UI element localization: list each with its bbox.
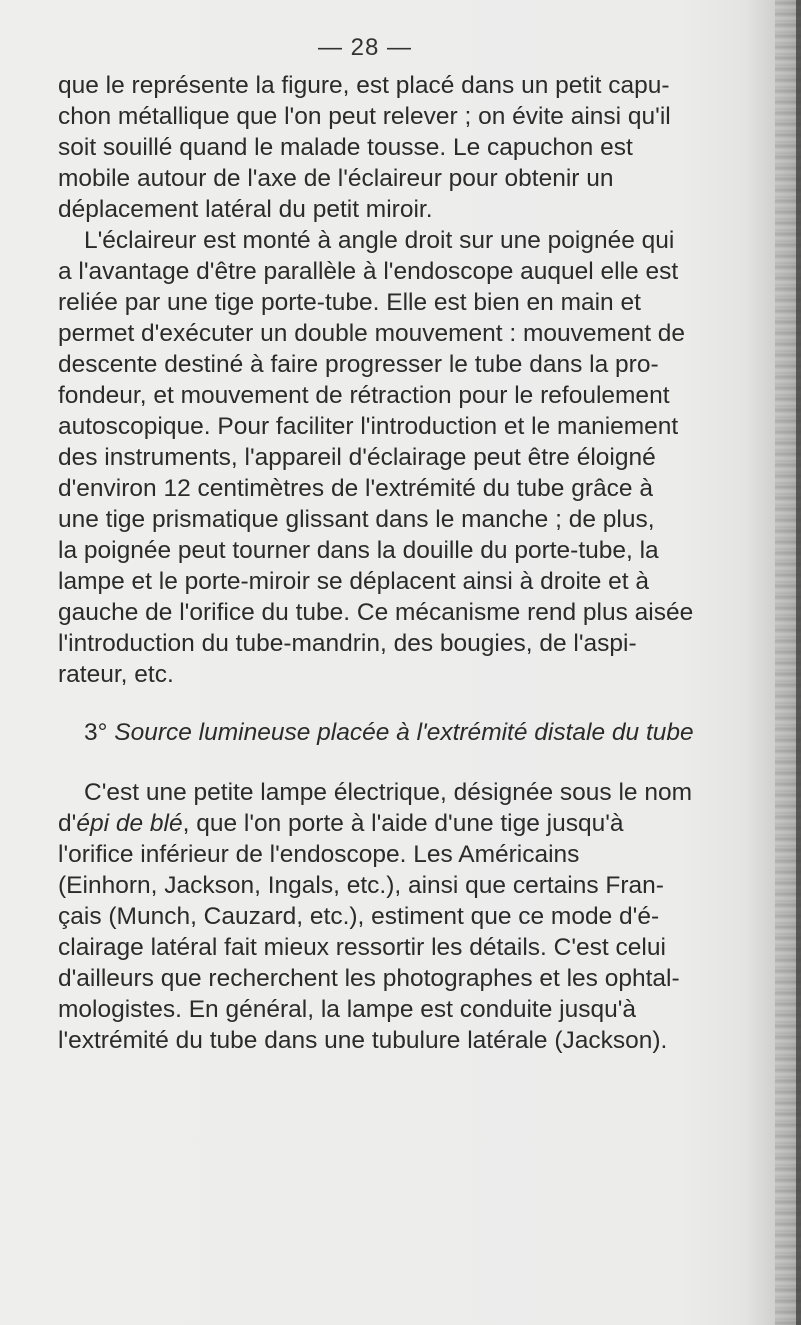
text-line: L'éclaireur est monté à angle droit sur une poignée qui (84, 227, 675, 254)
page-edge (796, 0, 801, 1325)
text-line: (Einhorn, Jackson, Ingals, etc.), ainsi que certains Fran- (58, 872, 664, 899)
text-line: soit souillé quand le malade tousse. Le capuchon est (58, 134, 633, 161)
section-heading (84, 718, 694, 748)
text-line: lampe et le porte-miroir se déplacent ainsi à droite et à (58, 568, 650, 595)
italic-term: épi de blé (76, 810, 183, 837)
text-line: autoscopique. Pour faciliter l'introduction et le maniement (58, 413, 679, 440)
text-line: çais (Munch, Cauzard, etc.), estiment que ce mode d'é- (58, 903, 660, 930)
text-line: reliée par une tige porte-tube. Elle est bien en main et (58, 289, 641, 316)
text-line: clairage latéral fait mieux ressortir les détails. C'est celui (58, 934, 666, 961)
text-line: C'est une petite lampe électrique, désignée sous le nom (84, 779, 693, 806)
text-line: l'extrémité du tube dans une tubulure latérale (Jackson). (58, 1027, 668, 1054)
text-line: une tige prismatique glissant dans le manche ; de plus, (58, 506, 655, 533)
section-title: Source lumineuse placée à l'extrémité distale du tube (114, 719, 694, 746)
text-line: d'ailleurs que recherchent les photographes et les ophtal- (58, 965, 680, 992)
text-line: d'épi de blé, que l'on porte à l'aide d'une tige jusqu'à (58, 810, 624, 837)
text-line: a l'avantage d'être parallèle à l'endoscope auquel elle est (58, 258, 679, 285)
text-line: des instruments, l'appareil d'éclairage peut être éloigné (58, 444, 656, 471)
text-line: d'environ 12 centimètres de l'extrémité du tube grâce à (58, 475, 653, 502)
text-line: descente destiné à faire progresser le tube dans la pro- (58, 351, 659, 378)
text-line: chon métallique que l'on peut relever ; on évite ainsi qu'il (58, 103, 671, 130)
section-number: 3° (84, 719, 108, 746)
text-line: gauche de l'orifice du tube. Ce mécanisme rend plus aisée (58, 599, 694, 626)
text-line: mologistes. En général, la lampe est conduite jusqu'à (58, 996, 637, 1023)
text-line: la poignée peut tourner dans la douille du porte-tube, la (58, 537, 659, 564)
text-line: l'introduction du tube-mandrin, des bougies, de l'aspi- (58, 630, 637, 657)
text-line: rateur, etc. (58, 661, 174, 688)
text-line: l'orifice inférieur de l'endoscope. Les Américains (58, 841, 580, 868)
text-line: que le représente la figure, est placé dans un petit capu- (58, 72, 670, 99)
text-line: fondeur, et mouvement de rétraction pour le refoulement (58, 382, 670, 409)
text-line: permet d'exécuter un double mouvement : mouvement de (58, 320, 686, 347)
text-line: mobile autour de l'axe de l'éclaireur pour obtenir un (58, 165, 614, 192)
page-number: — 28 — (317, 34, 413, 61)
text-line: déplacement latéral du petit miroir. (58, 196, 433, 223)
